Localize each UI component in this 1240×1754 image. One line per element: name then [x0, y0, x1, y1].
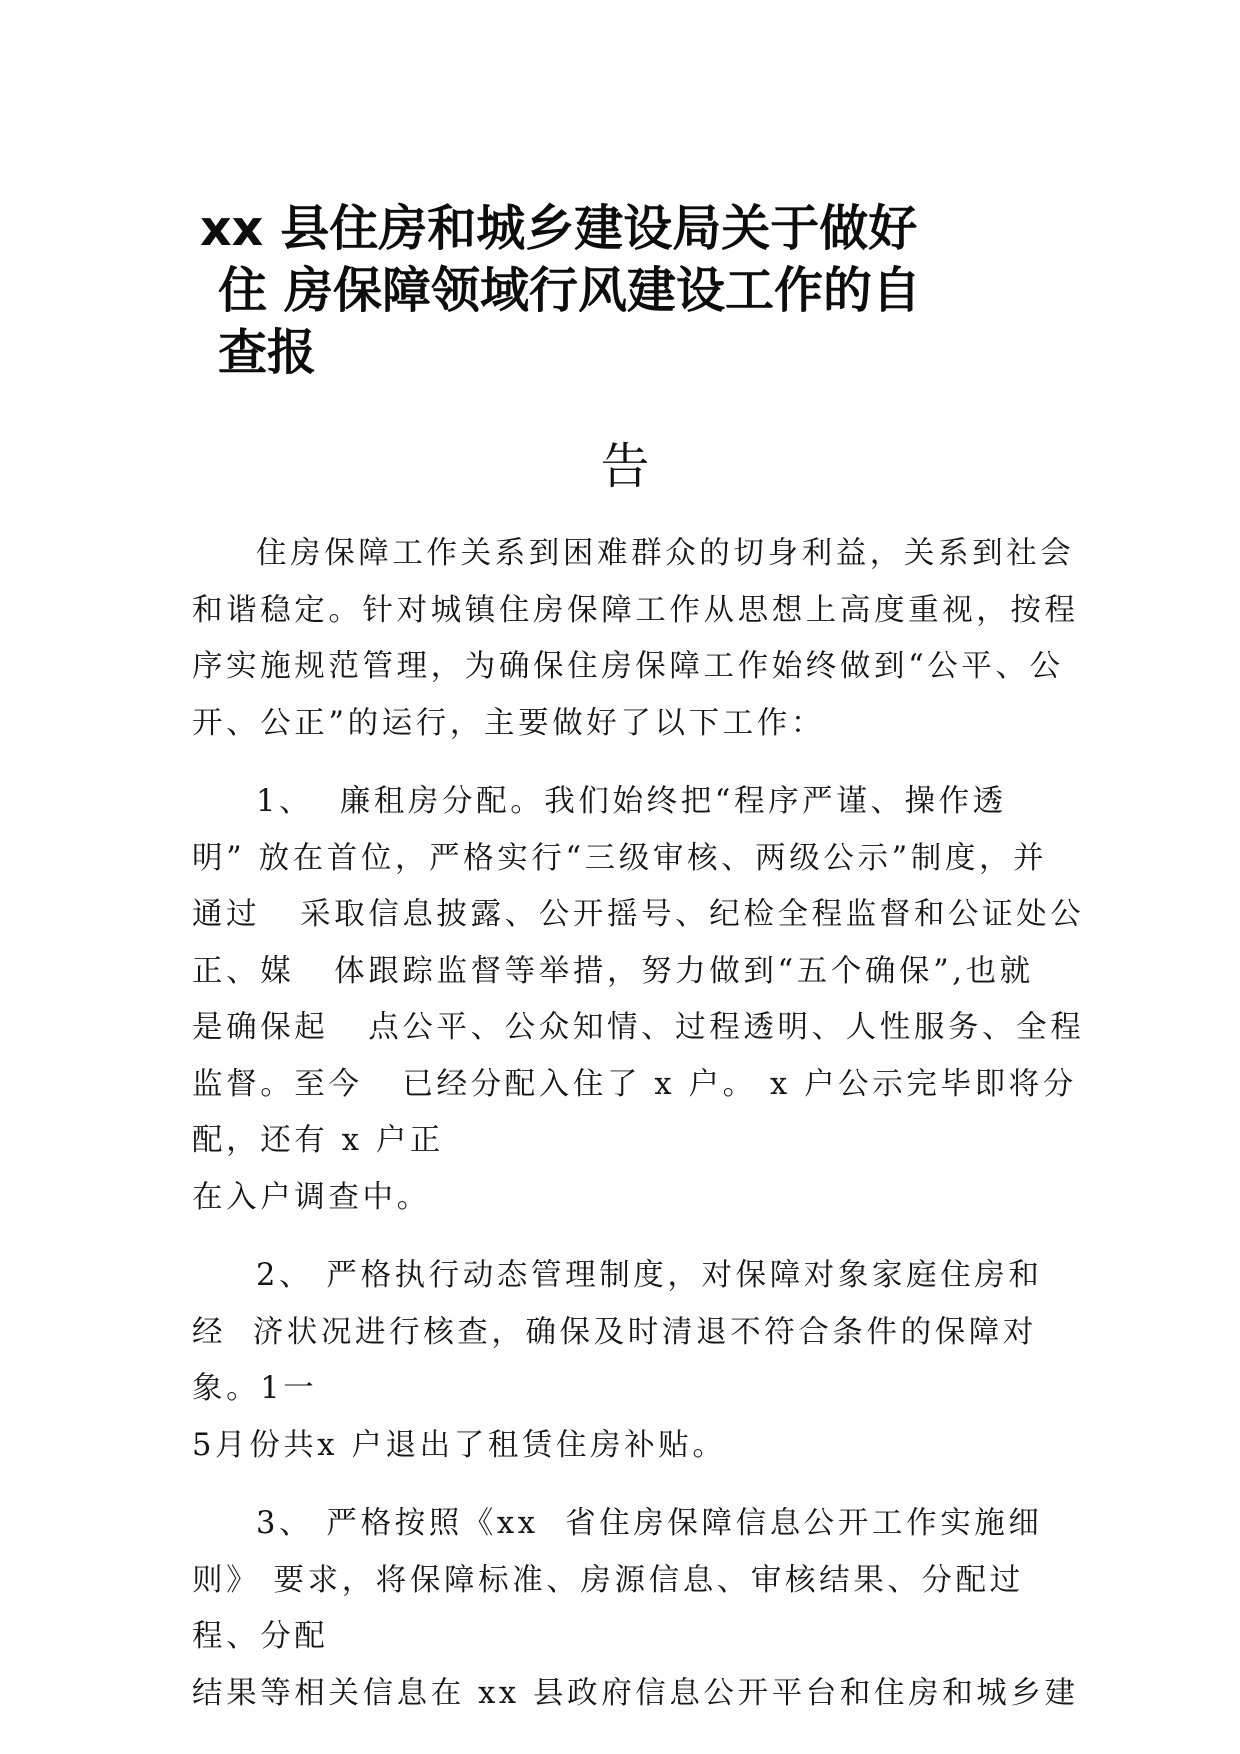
document-body [192, 526, 1085, 1722]
paragraph-intro [192, 526, 1079, 752]
document-title [200, 198, 1040, 384]
paragraph-line: 住房保障工作关系到困难群众的切身利益，关系到社会 [256, 536, 1075, 571]
paragraph-line: 监督。至今 已经分配入住了 x 户。 x 户公示完毕即将分 [192, 1066, 1077, 1102]
paragraph-line: 是确保起 点公平、公众知情、过程透明、人性服务、全程 [192, 1010, 1085, 1045]
paragraph-line: 2、 严格执行动态管理制度，对保障对象家庭住房和 [256, 1258, 1043, 1293]
paragraph-item-3 [192, 1496, 1079, 1722]
paragraph-line: 在入户调查中。 [192, 1179, 431, 1215]
paragraph-line: 则》 要求，将保障标准、房源信息、审核结果、分配过 [192, 1562, 1024, 1598]
paragraph-line: 序实施规范管理，为确保住房保障工作始终做到“公平、公 [192, 649, 1064, 684]
paragraph-line: 象。1一 [192, 1371, 318, 1406]
title-tail: 告 [600, 438, 650, 495]
paragraph-line: 配，还有 x 户正 [192, 1123, 444, 1158]
paragraph-item-1 [192, 774, 1085, 1226]
paragraph-line: 3、 严格按照《xx 省住房保障信息公开工作实施细 [256, 1506, 1043, 1541]
paragraph-line: 和谐稳定。针对城镇住房保障工作从思想上高度重视，按程 [192, 592, 1079, 628]
paragraph-line: 1、 廉租房分配。我们始终把“程序严谨、操作透 [256, 784, 1007, 819]
paragraph-line: 5月份共x 户退出了租赁住房补贴。 [192, 1427, 727, 1463]
paragraph-line: 程、分配 [192, 1619, 329, 1654]
paragraph-line: 正、媒 体跟踪监督等举措，努力做到“五个确保”,也就 [192, 953, 1034, 989]
paragraph-item-2 [192, 1248, 1072, 1474]
title-line-3: 查报 [218, 324, 317, 381]
paragraph-line: 明” 放在首位，严格实行“三级审核、两级公示”制度，并 [192, 840, 1048, 876]
title-line-2: 住 房保障领域行风建设工作的自 [218, 262, 922, 319]
paragraph-line: 通过 采取信息披露、公开摇号、纪检全程监督和公证处公 [192, 897, 1085, 932]
title-line-1: xx 县住房和城乡建设局关于做好 [200, 200, 918, 257]
paragraph-line: 经 济状况进行核查，确保及时清退不符合条件的保障对 [192, 1314, 1037, 1350]
paragraph-line: 结果等相关信息在 xx 县政府信息公开平台和住房和城乡建 [192, 1675, 1079, 1711]
paragraph-line: 开、公正”的运行，主要做好了以下工作： [192, 705, 825, 741]
